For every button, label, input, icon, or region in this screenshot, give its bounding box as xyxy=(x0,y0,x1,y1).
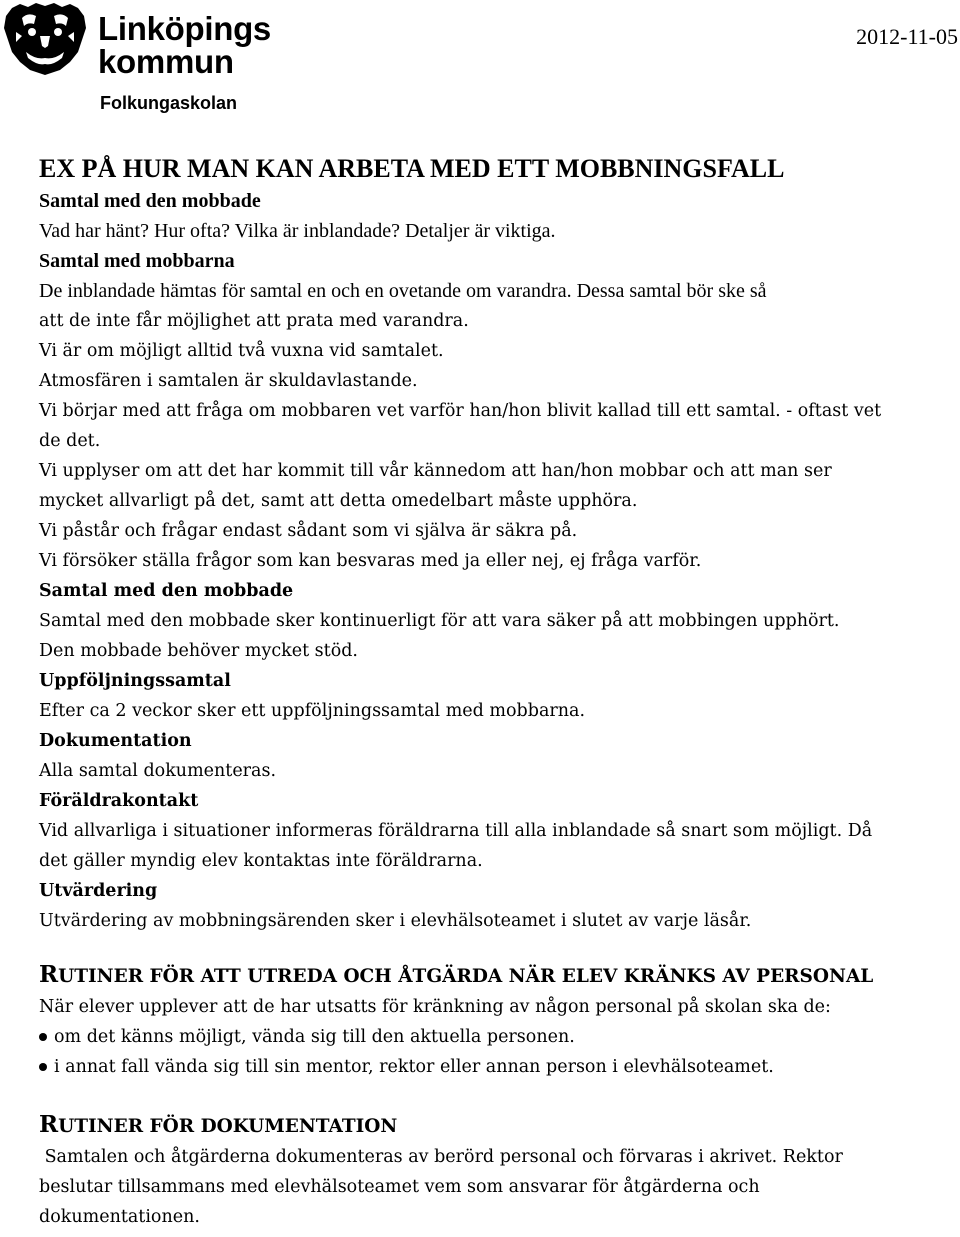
section-heading: Dokumentation xyxy=(39,731,192,751)
page-title: EX PÅ HUR MAN KAN ARBETA MED ETT MOBBNINGSFALL xyxy=(39,154,785,183)
list-item-text: om det känns möjligt, vända sig till den aktuella personen. xyxy=(54,1027,575,1047)
brand-line-1: Linköpings xyxy=(98,10,271,47)
paragraph: Alla samtal dokumenteras. xyxy=(39,761,277,781)
list-item xyxy=(39,1052,957,1082)
brand-name xyxy=(98,12,271,78)
paragraph: Vad har hänt? Hur ofta? Vilka är inblandade? Detaljer är viktiga. xyxy=(39,220,556,242)
paragraph: När elever upplever att de har utsatts för kränkning av någon personal på skolan ska de: xyxy=(39,997,831,1017)
routine-heading-documentation xyxy=(39,1110,957,1142)
section-heading: Samtal med den mobbade xyxy=(39,190,261,212)
paragraph-line: Vi är om möjligt alltid två vuxna vid samtalet. xyxy=(39,341,444,361)
paragraph-line: Atmosfären i samtalen är skuldavlastande. xyxy=(39,371,418,391)
paragraph-line: att de inte får möjlighet att prata med varandra. xyxy=(39,311,469,331)
paragraph-line: Vi påstår och frågar endast sådant som vi själva är säkra på. xyxy=(39,521,578,541)
paragraph-line: Samtalen och åtgärderna dokumenteras av berörd personal och förvaras i akrivet. Rektor xyxy=(39,1147,843,1167)
section-heading: Utvärdering xyxy=(39,881,158,901)
list-item xyxy=(39,1022,957,1052)
heading-initial: R xyxy=(39,1111,59,1138)
paragraph-line: Vid allvarliga i situationer informeras föräldrarna till alla inblandade så snart som möjligt. Då xyxy=(39,821,873,841)
brand-line-2: kommun xyxy=(98,43,234,80)
heading-rest: UTINER FÖR ATT UTREDA OCH ÅTGÄRDA NÄR ELEV KRÄNKS AV PERSONAL xyxy=(58,966,874,987)
paragraph-line: Vi försöker ställa frågor som kan besvaras med ja eller nej, ej fråga varför. xyxy=(39,551,702,571)
paragraph-line: de det. xyxy=(39,431,101,451)
paragraph-line: Den mobbade behöver mycket stöd. xyxy=(39,641,358,661)
paragraph-line: De inblandade hämtas för samtal en och en ovetande om varandra. Dessa samtal bör ske så xyxy=(39,280,767,302)
heading-initial: R xyxy=(39,961,59,988)
paragraph-line: Samtal med den mobbade sker kontinuerligt för att vara säker på att mobbingen upphört. xyxy=(39,611,840,631)
paragraph-line: beslutar tillsammans med elevhälsoteamet vem som ansvarar för åtgärderna och xyxy=(39,1177,760,1197)
bullet-icon xyxy=(39,1033,47,1041)
paragraph-line: mycket allvarligt på det, samt att detta omedelbart måste upphöra. xyxy=(39,491,638,511)
bullet-icon xyxy=(39,1063,47,1071)
heading-rest: UTINER FÖR DOKUMENTATION xyxy=(58,1116,398,1137)
routine-heading-harassment xyxy=(39,960,957,992)
section-heading: Samtal med den mobbade xyxy=(39,581,294,601)
paragraph-line: Vi upplyser om att det har kommit till vår kännedom att han/hon mobbar och att man ser xyxy=(39,461,832,481)
paragraph: Efter ca 2 veckor sker ett uppföljningssamtal med mobbarna. xyxy=(39,701,586,721)
paragraph: Utvärdering av mobbningsärenden sker i elevhälsoteamet i slutet av varje läsår. xyxy=(39,911,752,931)
section-heading: Uppföljningssamtal xyxy=(39,671,231,691)
list-item-text: i annat fall vända sig till sin mentor, rektor eller annan person i elevhälsoteamet. xyxy=(54,1057,774,1077)
paragraph-line: dokumentationen. xyxy=(39,1207,200,1227)
document-date: 2012-11-05 xyxy=(856,24,958,49)
paragraph-line: Vi börjar med att fråga om mobbaren vet varför han/hon blivit kallad till ett samtal. - oftast vet xyxy=(39,401,882,421)
document-body xyxy=(39,152,957,1232)
section-heading: Samtal med mobbarna xyxy=(39,250,235,272)
paragraph-line: det gäller myndig elev kontaktas inte föräldrarna. xyxy=(39,851,483,871)
lion-logo-icon xyxy=(2,2,88,76)
section-heading: Föräldrakontakt xyxy=(39,791,199,811)
school-name: Folkungaskolan xyxy=(100,93,238,113)
